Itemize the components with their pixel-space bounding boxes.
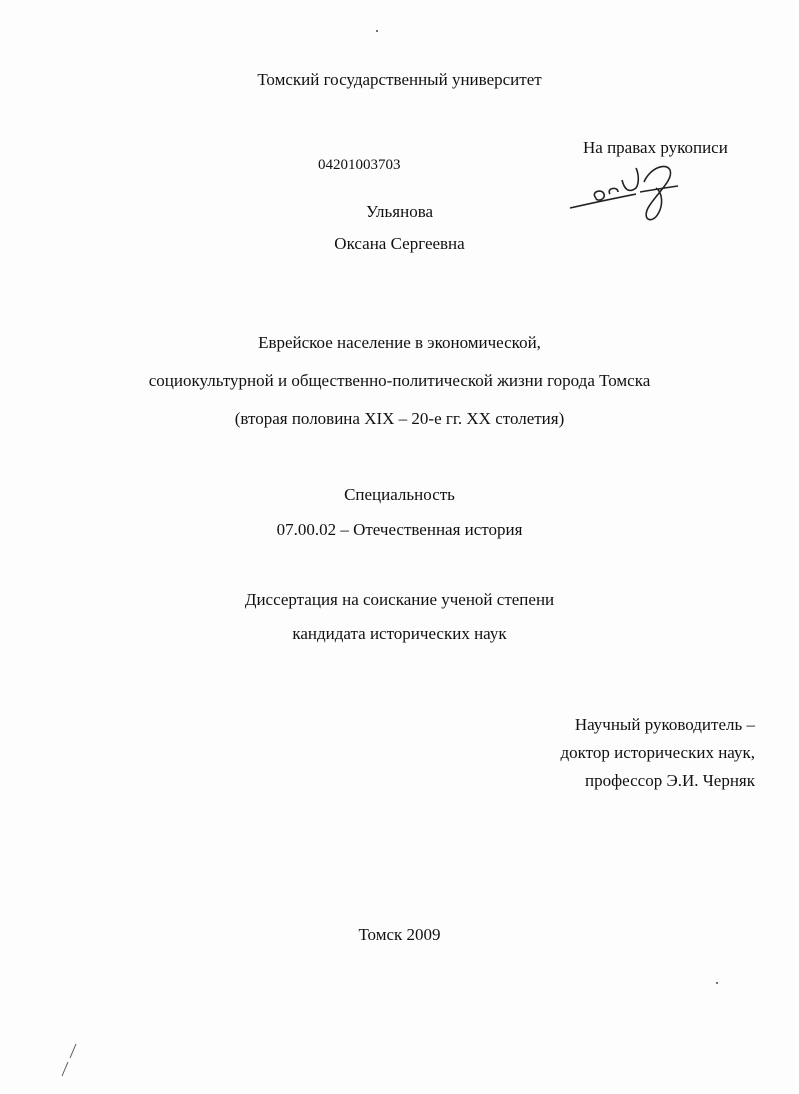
scan-speck [376, 30, 378, 32]
degree-line-1: Диссертация на соискание ученой степени [244, 590, 555, 609]
supervisor-line-2: доктор исторических наук, [560, 743, 755, 762]
supervisor-line-3: профессор Э.И. Черняк [585, 771, 755, 790]
university-name: Томский государственный университет [257, 70, 542, 89]
title-line-2: социокультурной и общественно-политической жизни города Томска [148, 371, 651, 390]
supervisor-line-1: Научный руководитель – [574, 715, 755, 734]
title-line-1: Еврейское население в экономической, [258, 333, 541, 352]
degree-line-2: кандидата исторических наук [292, 624, 507, 643]
place-and-year: Томск 2009 [358, 925, 441, 944]
manuscript-note: На правах рукописи [583, 138, 728, 157]
library-code: 04201003703 [318, 157, 401, 173]
author-given-names: Оксана Сергеевна [334, 234, 465, 253]
specialty-value: 07.00.02 – Отечественная история [276, 520, 523, 539]
supervisor-block [560, 711, 755, 795]
scan-mark [56, 1040, 86, 1080]
specialty-label: Специальность [344, 485, 455, 504]
title-line-3: (вторая половина XIX – 20-е гг. XX столетия) [234, 409, 565, 428]
scan-speck [716, 982, 718, 984]
author-surname: Ульянова [365, 202, 434, 221]
